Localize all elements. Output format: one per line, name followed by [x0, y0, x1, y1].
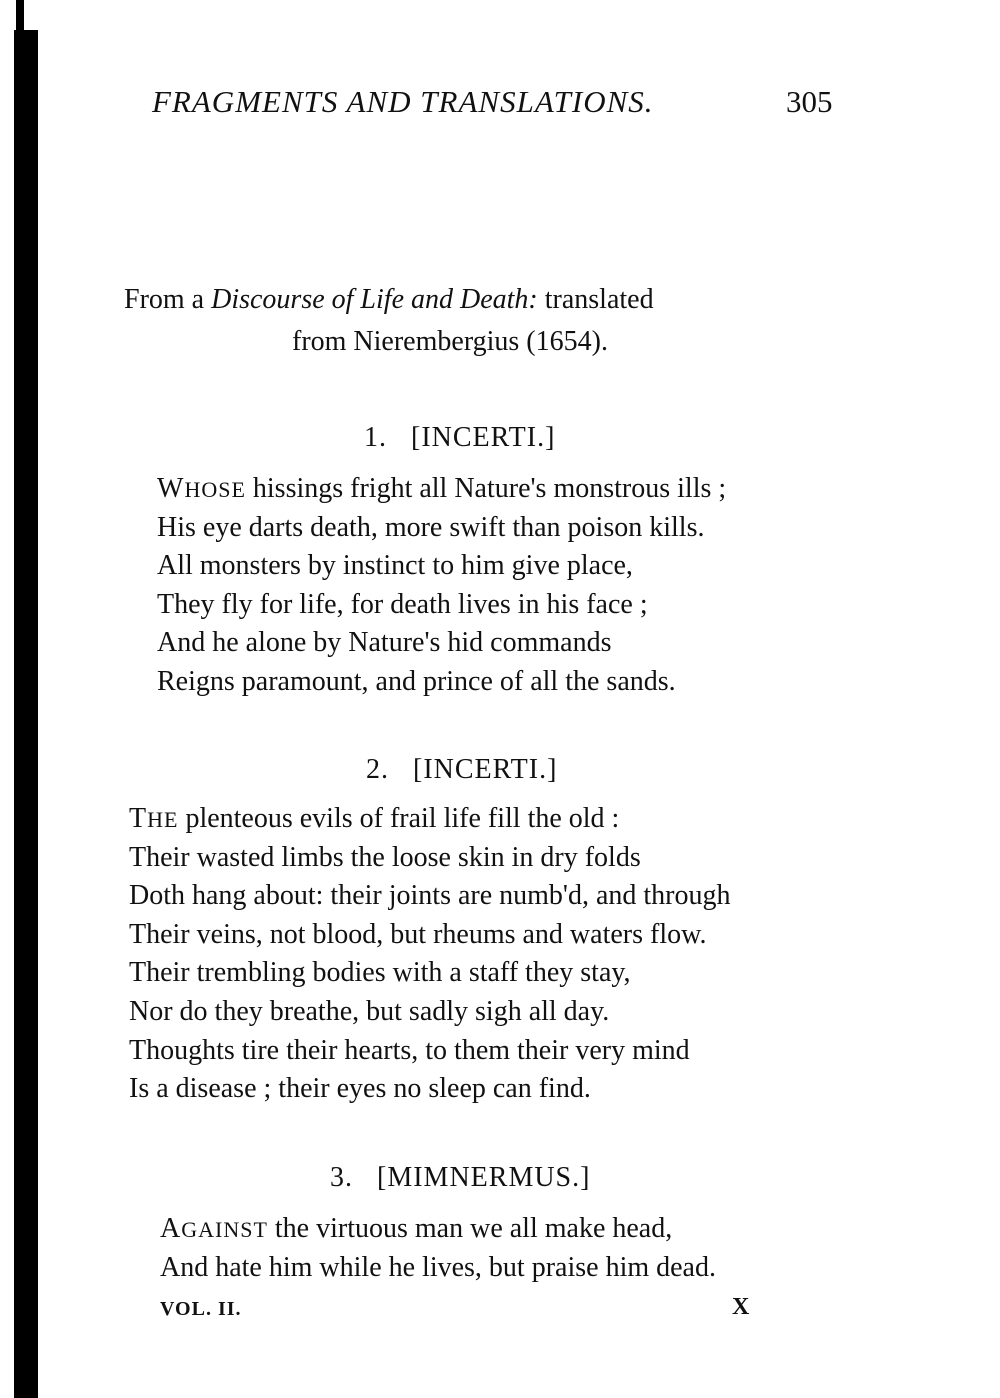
section-3-title: [MIMNERMUS.] — [377, 1162, 591, 1193]
verse-line: Doth hang about: their joints are numb'd, and through — [129, 880, 731, 912]
section-1-title: [INCERTI.] — [411, 422, 556, 453]
source-title: Discourse of Life and Death: — [211, 284, 538, 315]
section-3-heading — [330, 1162, 590, 1194]
source-attribution-line-2: from Nierembergius (1654). — [292, 326, 608, 357]
section-3-number: 3. — [330, 1162, 353, 1193]
section-1-first-word — [157, 473, 246, 504]
verse-line: Their wasted limbs the loose skin in dry folds — [129, 841, 641, 873]
source-attribution-line-1 — [124, 284, 654, 316]
gathering-signature: X — [732, 1294, 750, 1320]
verse-line: His eye darts death, more swift than poison kills. — [157, 511, 705, 543]
section-1-heading — [364, 422, 555, 454]
section-2-first-word-rest: HE — [147, 807, 179, 832]
section-2-first-letter: T — [129, 803, 148, 834]
section-2-heading — [366, 754, 557, 786]
section-3-first-letter: A — [160, 1213, 182, 1244]
verse-line: All monsters by instinct to him give place, — [157, 550, 633, 582]
verse-line: Thoughts tire their hearts, to them their very mind — [129, 1034, 690, 1066]
verse-line: Nor do they breathe, but sadly sigh all day. — [129, 995, 610, 1027]
section-3-first-word — [160, 1213, 268, 1244]
running-head: FRAGMENTS AND TRANSLATIONS. — [152, 84, 654, 119]
verse-line: THE plenteous evils of frail life fill the old : — [129, 803, 620, 834]
book-spine-edge — [14, 30, 38, 1398]
verse-line: Their trembling bodies with a staff they stay, — [129, 957, 631, 989]
source-suffix: translated — [537, 284, 654, 315]
source-prefix: From a — [124, 284, 212, 315]
verse-line: They fly for life, for death lives in his face ; — [157, 588, 648, 620]
verse-line: Reigns paramount, and prince of all the sands. — [157, 665, 676, 697]
section-2-title: [INCERTI.] — [413, 754, 558, 785]
verse-line: And he alone by Nature's hid commands — [157, 627, 612, 659]
section-2-number: 2. — [366, 754, 389, 785]
volume-signature: VOL. II. — [160, 1298, 242, 1320]
section-1-first-letter: W — [157, 473, 185, 504]
section-2-verse — [129, 800, 731, 1109]
verse-line: And hate him while he lives, but praise him dead. — [160, 1251, 716, 1283]
verse-line: Their veins, not blood, but rheums and waters flow. — [129, 918, 707, 950]
section-1-number: 1. — [364, 422, 387, 453]
section-3-verse — [160, 1210, 716, 1287]
verse-line: Is a disease ; their eyes no sleep can find. — [129, 1073, 591, 1105]
verse-line: AGAINST the virtuous man we all make head, — [160, 1213, 673, 1244]
section-2-first-word — [129, 803, 179, 834]
section-1-first-word-rest: HOSE — [184, 477, 246, 502]
verse-line: WHOSE hissings fright all Nature's monstrous ills ; — [157, 473, 727, 504]
page-number: 305 — [786, 84, 833, 119]
section-3-first-word-rest: GAINST — [181, 1217, 268, 1242]
section-1-verse — [157, 470, 726, 702]
